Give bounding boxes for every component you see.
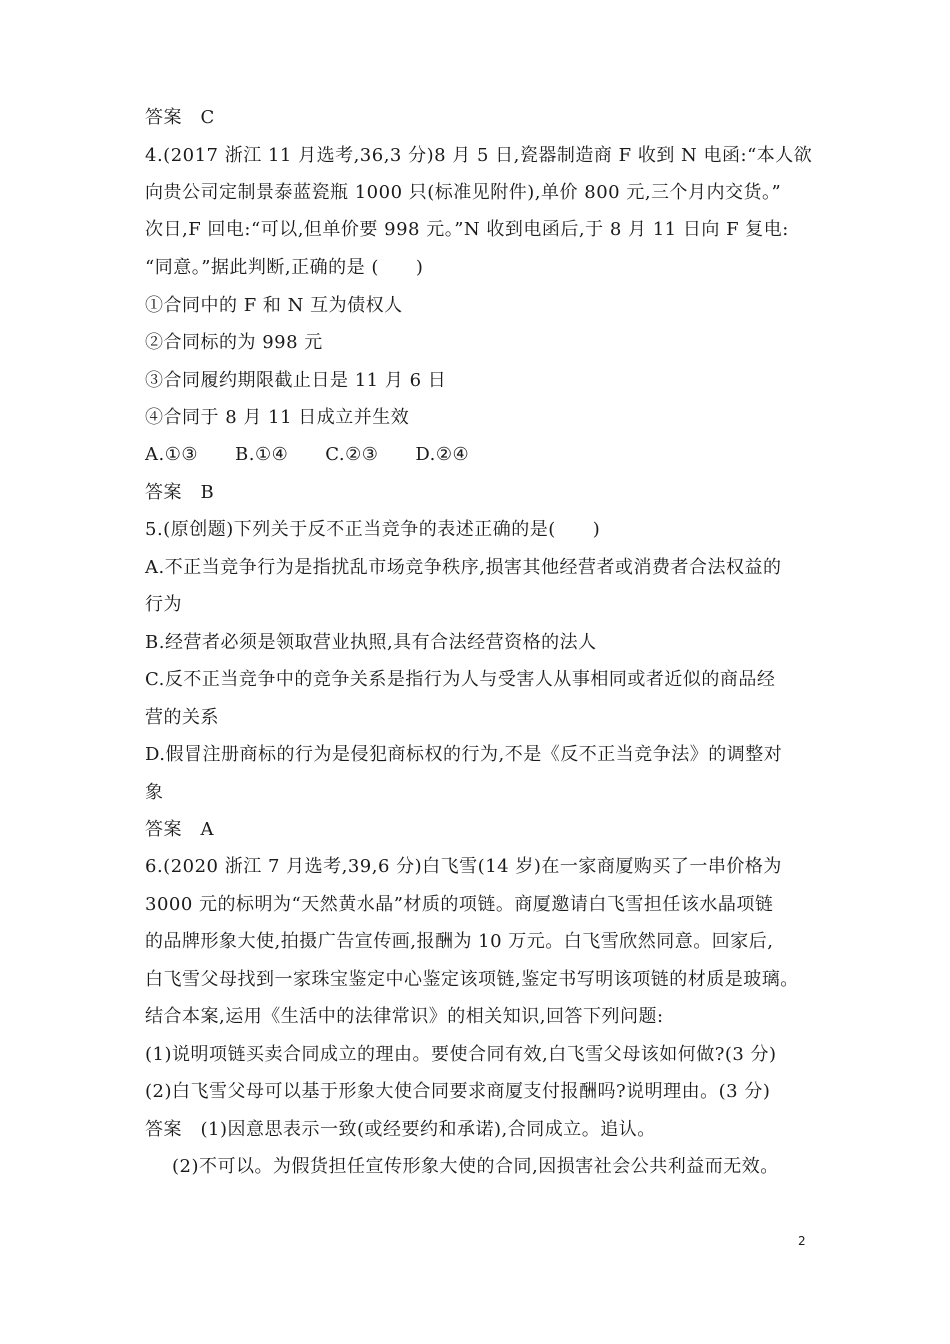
question-4-options: A.①③ B.①④ C.②③ D.②④ (145, 444, 470, 465)
question-6-text: 白飞雪父母找到一家珠宝鉴定中心鉴定该项链,鉴定书写明该项链的材质是玻璃。 (145, 969, 799, 990)
answer-line: 答案 C (145, 107, 215, 128)
question-6-text: 6.(2020 浙江 7 月选考,39,6 分)白飞雪(14 岁)在一家商厦购买了一串价格为 (145, 856, 782, 877)
question-4-statement: ②合同标的为 998 元 (145, 332, 323, 353)
answer-line: 答案 B (145, 482, 215, 503)
question-4-statement: ③合同履约期限截止日是 11 月 6 日 (145, 370, 447, 391)
question-4-text: 次日,F 回电:“可以,但单价要 998 元。”N 收到电函后,于 8 月 11 日向 F 复电: (145, 219, 789, 240)
question-5-option: D.假冒注册商标的行为是侵犯商标权的行为,不是《反不正当竞争法》的调整对 (145, 744, 783, 765)
question-5-option: B.经营者必须是领取营业执照,具有合法经营资格的法人 (145, 632, 597, 653)
question-6-text: 的品牌形象大使,拍摄广告宣传画,报酬为 10 万元。白飞雪欣然同意。回家后, (145, 931, 774, 952)
question-4-text: 向贵公司定制景泰蓝瓷瓶 1000 只(标准见附件),单价 800 元,三个月内交货。” (145, 182, 782, 203)
question-6-subquestion: (1)说明项链买卖合同成立的理由。要使合同有效,白飞雪父母该如何做?(3 分) (145, 1044, 777, 1065)
question-5-option: A.不正当竞争行为是指扰乱市场竞争秩序,损害其他经营者或消费者合法权益的 (145, 557, 782, 578)
question-5-option: C.反不正当竞争中的竞争关系是指行为人与受害人从事相同或者近似的商品经 (145, 669, 776, 690)
question-6-text: 结合本案,运用《生活中的法律常识》的相关知识,回答下列问题: (145, 1006, 664, 1027)
answer-line: 答案 (1)因意思表示一致(或经要约和承诺),合同成立。追认。 (145, 1119, 656, 1140)
question-4-text: “同意。”据此判断,正确的是 ( ) (145, 257, 424, 278)
question-5-text: 5.(原创题)下列关于反不正当竞争的表述正确的是( ) (145, 519, 601, 540)
page-number: 2 (798, 1234, 806, 1248)
question-4-text: 4.(2017 浙江 11 月选考,36,3 分)8 月 5 日,瓷器制造商 F 收到 N 电函:“本人欲 (145, 145, 813, 166)
question-4-statement: ④合同于 8 月 11 日成立并生效 (145, 407, 410, 428)
question-6-subquestion: (2)白飞雪父母可以基于形象大使合同要求商厦支付报酬吗?说明理由。(3 分) (145, 1081, 771, 1102)
answer-line: 答案 A (145, 819, 214, 840)
question-4-statement: ①合同中的 F 和 N 互为债权人 (145, 295, 403, 316)
question-6-text: 3000 元的标明为“天然黄水晶”材质的项链。商厦邀请白飞雪担任该水晶项链 (145, 894, 774, 915)
question-5-option: 象 (145, 782, 164, 803)
answer-line: (2)不可以。为假货担任宣传形象大使的合同,因损害社会公共利益而无效。 (172, 1156, 779, 1177)
question-5-option: 营的关系 (145, 707, 219, 728)
question-5-option: 行为 (145, 594, 182, 615)
